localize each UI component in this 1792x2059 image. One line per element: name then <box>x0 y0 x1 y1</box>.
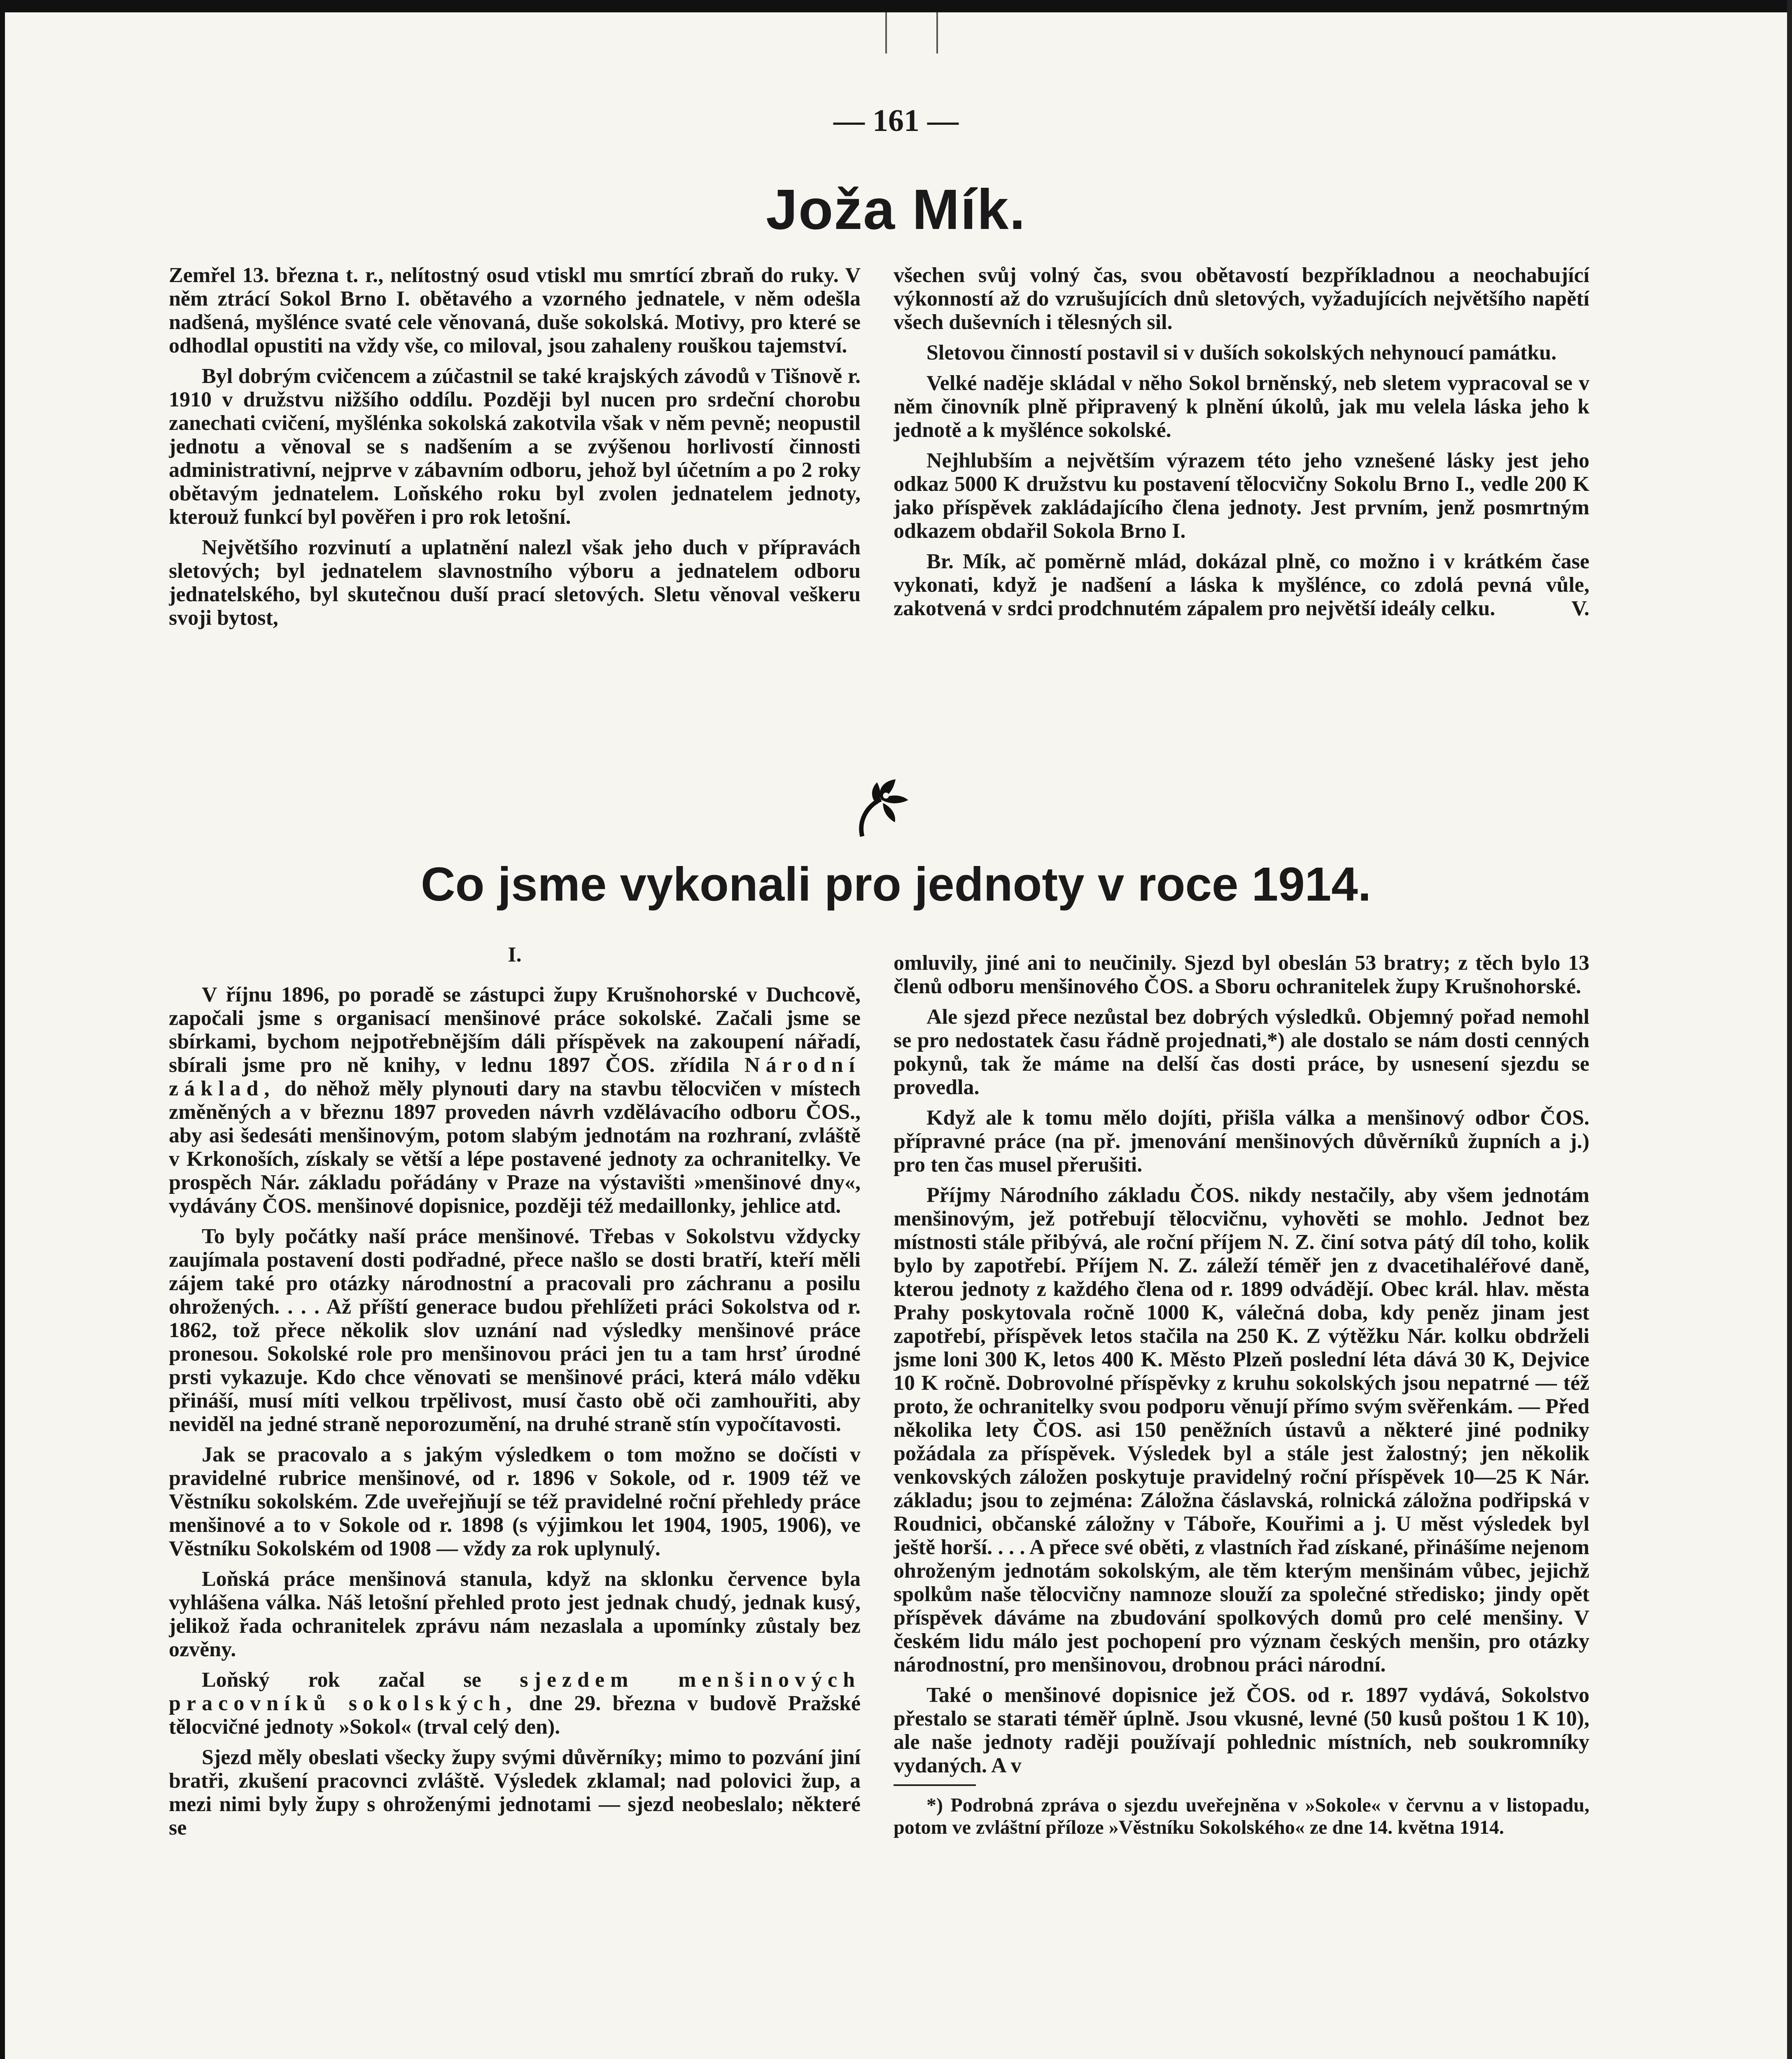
article2-paragraph: Sjezd měly obeslati všecky župy svými důvěrníky; mimo to pozvání jiní bratři, zkušení pracovnci zvláště. Výsledek zklamal; nad polovici žup, a mezi nimi byly župy s ohroženými jednotami — sjezd neobeslalo; některé se <box>169 1746 861 1840</box>
page-number: — 161 — <box>833 103 959 138</box>
article2-paragraph: Loňská práce menšinová stanula, když na sklonku července byla vyhlášena válka. Náš letošní přehled proto jest jednak chudý, jednak kusý, jelikož řada ochranitelek zprávu nám nezaslala a upomínky zůstaly bez ozvěny. <box>169 1567 861 1661</box>
article1-signature: V. <box>1571 597 1589 620</box>
article1-paragraph: Zemřel 13. března t. r., nelítostný osud vtiskl mu smrtící zbraň do ruky. V něm ztrácí Sokol Brno I. obětavého a vzorného jednatele, v něm odešla nadšená, myšlénce svaté cele věnovaná, duše sokolská. Motivy, pro které se odhodlal opustiti na vždy vše, co miloval, jsou zahaleny rouškou tajemství. <box>169 264 861 357</box>
article1-closing-text: Br. Mík, ač poměrně mlád, dokázal plně, co možno i v krátkém čase vykonati, když je nadšení a láska k myšlénce, co zdolá pevná vůle, zakotvená v srdci prodchnutém zápalem pro největší ideály celku. <box>894 550 1589 620</box>
article2-text: dne 29. března v budově Pražské tělocvičné jednoty »Sokol« (trval celý den). <box>169 1692 861 1739</box>
article2-emphasis: sjezdem menšinových pracovníků sokolských, <box>169 1668 861 1715</box>
article-title-joza-mik: Joža Mík. <box>766 178 1026 241</box>
article1-paragraph: Nejhlubším a největším výrazem této jeho vznešené lásky jest jeho odkaz 5000 K družstvu ku postavení tělocvičny Sokolu Brno I., vedle 200 K jako příspěvek zakládajícího člena jednoty. Jest prvním, jenž posmrtným odkazem obdařil Sokola Brno I. <box>894 449 1589 543</box>
footnote-divider <box>894 1784 976 1786</box>
article2-paragraph: Také o menšinové dopisnice jež ČOS. od r. 1897 vydává, Sokolstvo přestalo se starati téměř úplně. Jsou vkusné, levné (50 kusů poštou 1 K 10), ale naše jednoty raději používají pohlednic místních, neb soukromníky vydaných. A v <box>894 1683 1589 1777</box>
section-number: I. <box>508 943 522 966</box>
scan-top-mark <box>885 12 938 54</box>
article2-paragraph <box>169 1668 861 1739</box>
article2-text: do něhož měly plynouti dary na stavbu tělocvičen v místech změněných a v březnu 1897 proveden návrh vzdělávacího odboru ČOS., aby asi šedesáti menšinovým, potom slabým jednotám na rozhraní, zvláště v Krkonoších, získaly se větší a lépe postavené jednoty za ochranitelky. Ve prospěch Nár. základu pořádány v Praze na výstavišti »menšinové dny«, vydávány ČOS. menšinové dopisnice, později též medaillonky, jehlice atd. <box>169 1077 861 1218</box>
scan-left-border <box>0 0 5 2059</box>
footnote: *) Podrobná zpráva o sjezdu uveřejněna v »Sokole« v červnu a v listopadu, potom ve zvláštní příloze »Věstníku Sokolského« ze dne 14. května 1914. <box>894 1794 1589 1838</box>
article-title-co-jsme-vykonali: Co jsme vykonali pro jednoty v roce 1914. <box>421 857 1371 911</box>
article2-paragraph: Jak se pracovalo a s jakým výsledkem o tom možno se dočísti v pravidelné rubrice menšinové, od r. 1896 v Sokole, od r. 1909 též ve Věstníku sokolském. Zde uveřejňují se též pravidelné roční přehledy práce menšinové a to v Sokole od r. 1898 (s výjimkou let 1904, 1905, 1906), ve Věstníku Sokolském od 1908 — vždy za rok uplynulý. <box>169 1443 861 1560</box>
article2-paragraph: omluvily, jiné ani to neučinily. Sjezd byl obeslán 53 bratry; z těch bylo 13 členů odboru menšinového ČOS. a Sboru ochranitelek župy Krušnohorské. <box>894 951 1589 998</box>
article1-paragraph: všechen svůj volný čas, svou obětavostí bezpříkladnou a neochabující výkonností až do vzrušujících dnů sletových, vyžadujících největšího napětí všech duševních i tělesných sil. <box>894 264 1589 334</box>
article1-paragraph: Byl dobrým cvičencem a zúčastnil se také krajských závodů v Tišnově r. 1910 v družstvu nižšího oddílu. Později byl nucen pro srdeční chorobu zanechati cvičení, myšlénka sokolská zakotvila však v něm pevně; neopustil jednotu a věnoval se s nadšením a se zvýšenou horlivostí činnosti administrativní, nejprve v zábavním odboru, jehož byl účetním a po 2 roky obětavým jednatelem. Loňského roku byl zvolen jednatelem jednoty, kterouž funkcí byl pověřen i pro rok letošní. <box>169 364 861 529</box>
article2-paragraph: To byly počátky naší práce menšinové. Třebas v Sokolstvu vždycky zaujímala postavení dosti podřadné, přece našlo se dosti bratří, kteří měli zájem také pro otázky národnostní a pracovali pro záchranu a posilu ohrožených. . . . Až příští generace budou přehlížeti práci Sokolstva od r. 1862, tož přece několik slov uznání nad výsledky menšinové práce pronesou. Sokolské role pro menšinovou práci jen tu a tam hrsť úrodné prsti vykazuje. Kdo chce věnovati se menšinové práci, která málo vděku přináší, musí míti velkou trpělivost, musí často obě oči zamhouřiti, aby neviděl na jedné straně neporozumění, na druhé straně stín vypočítavosti. <box>169 1225 861 1436</box>
article2-paragraph: Příjmy Národního základu ČOS. nikdy nestačily, aby všem jednotám menšinovým, jež potřebují tělocvičnu, vyhověti se mohlo. Jednot bez místnosti stále přibývá, ale roční příjem N. Z. činí sotva pátý díl toho, kolik bylo by zapotřebí. Příjem N. Z. záleží téměř jen z dvacetihaléřové daně, kterou jednoty z každého člena od r. 1899 odvádějí. Obec král. hlav. města Prahy poskytovala ročně 1000 K, válečná doba, kdy peněz jinam jest zapotřebí, příspěvek letos stačila na 250 K. Z výtěžku Nár. kolku obdrželi jsme loni 300 K, letos 400 K. Město Plzeň poslední léta dává 30 K, Dejvice 10 K ročně. Dobrovolné příspěvky z kruhu sokolských jsou nepatrné — též proto, že ochranitelky svou podporu věnují přímo svým svěřenkám. — Před několika lety ČOS. asi 150 peněžních ústavů a některé jiné podniky požádala za příspěvek. Výsledek byl a stále jest žalostný; jen několik venkovských záložen poskytuje pravidelný roční příspěvek 10—25 K Nár. základu; jsou to zejména: Záložna čáslavská, rolnická záložna podřipská v Roudnici, občanské záložny v Táboře, Kouřimi a j. U měst výsledek byl ještě horší. . . . A přece své oběti, z vlastních řad získané, přinášíme nejenom ohroženým jednotám sokolským, ale těm kterým menšinám vůbec, jejichž spolkům naše tělocvičny namnoze slouží za společné středisko; jindy opět příspěvek dáváme na zbudování spolkových domů pro celé menšiny. V českém lidu málo jest pochopení pro význam českých menšin, pro otázky národnostní, pro menšinovou, drobnou práci národní. <box>894 1184 1589 1676</box>
article2-paragraph <box>169 983 861 1218</box>
leaf-ornament-icon <box>840 766 914 840</box>
article2-text: Loňský rok začal se <box>202 1668 481 1692</box>
article2-text: V říjnu 1896, po poradě se zástupci župy Krušnohorské v Duchcově, započali jsme s organisací menšinové práce sokolské. Začali jsme se sbírkami, bychom nejpotřebnějším dáli příspěvek na zakoupení nářadí, sbírali jsme pro ně knihy, v lednu 1897 ČOS. zřídila <box>169 983 861 1077</box>
article1-right-column <box>894 264 1589 733</box>
article1-paragraph: Sletovou činností postavil si v duších sokolských nehynoucí památku. <box>926 341 1557 364</box>
article2-right-column <box>894 951 1589 2059</box>
article2-emphasis: Národní základ, <box>169 1053 861 1100</box>
article1-paragraph <box>894 550 1589 620</box>
article1-paragraph: Velké naděje skládal v něho Sokol brněnský, neb sletem vypracoval se v něm činovník plně připravený k plnění úkolů, jak mu velela láska jeho k jednotě a k myšlénce sokolské. <box>894 371 1589 442</box>
article2-paragraph: Když ale k tomu mělo dojíti, přišla válka a menšinový odbor ČOS. přípravné práce (na př. jmenování menšinových důvěrníků župních a j.) pro ten čas musel přerušiti. <box>894 1106 1589 1177</box>
article2-left-column <box>169 943 861 2059</box>
scan-top-border <box>0 0 1792 12</box>
article1-paragraph: Největšího rozvinutí a uplatnění nalezl však jeho duch v přípravách sletových; byl jednatelem slavnostního výboru a jednatelem odboru jednatelského, byl skutečnou duší prací sletových. Sletu věnoval veškeru svoji bytost, <box>169 536 861 630</box>
scan-right-border <box>1787 0 1792 2059</box>
article2-paragraph: Ale sjezd přece nezůstal bez dobrých výsledků. Objemný pořad nemohl se pro nedostatek času řádně projednati,*) ale dostalo se nám dosti cenných pokynů, tak že máme na delší čas dosti práce, by usnesení sjezdu se provedla. <box>894 1005 1589 1099</box>
article1-left-column <box>169 264 861 725</box>
